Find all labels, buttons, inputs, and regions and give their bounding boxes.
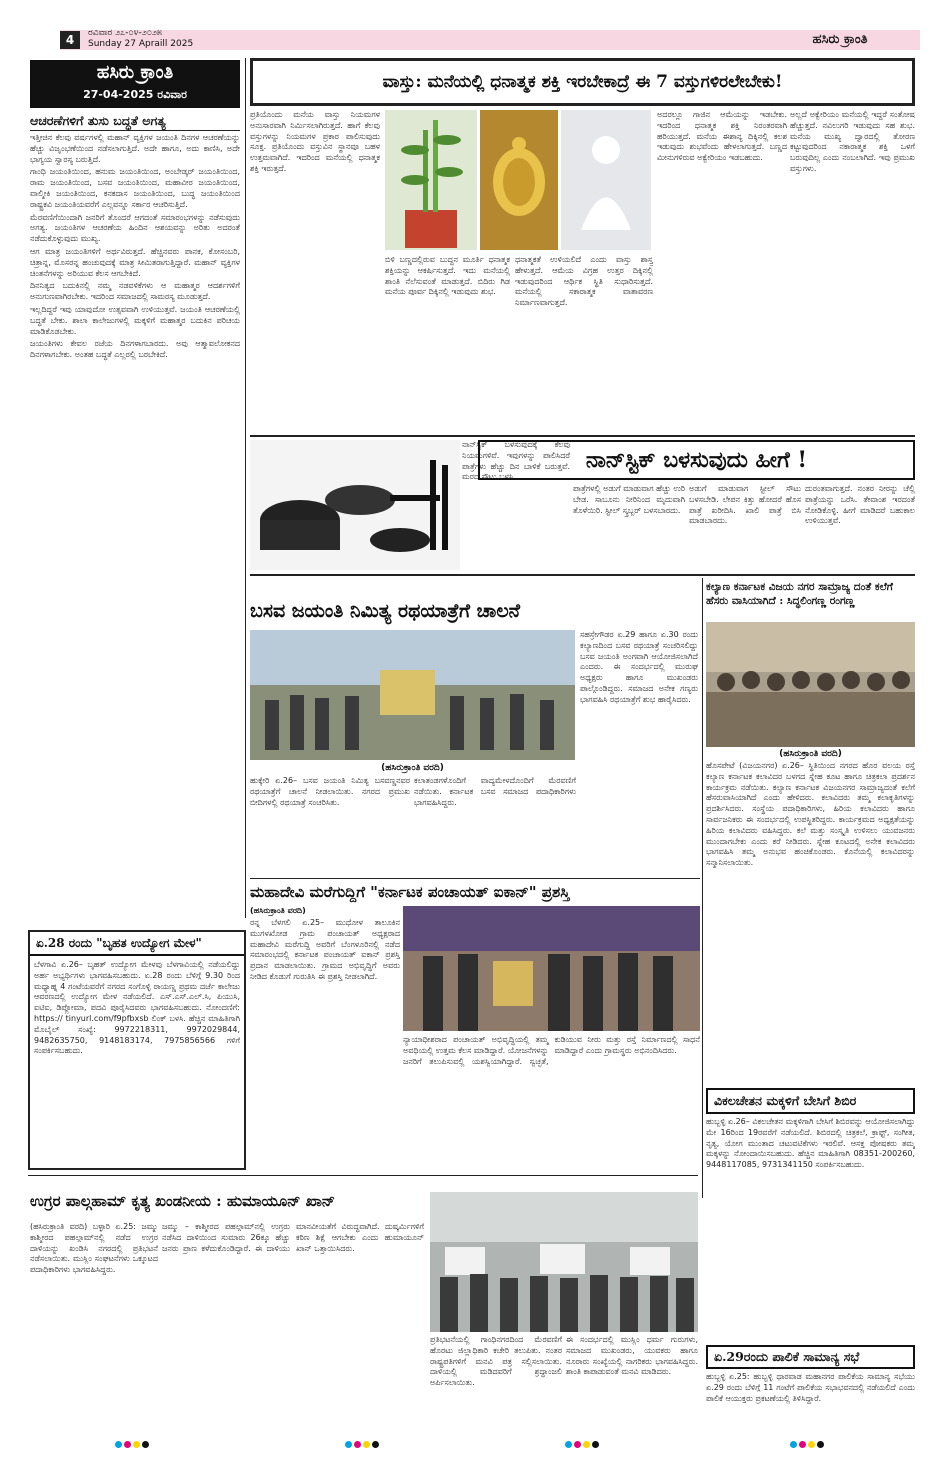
crowd-illustration	[250, 630, 575, 760]
section-divider	[250, 878, 700, 879]
page-number: 4	[60, 31, 80, 49]
basava-caption: (ಹಸಿರುಕ್ರಾಂತಿ ವರದಿ)	[381, 763, 444, 773]
header-date-en: Sunday 27 Apraill 2025	[88, 39, 194, 49]
group-illustration	[706, 622, 915, 747]
turtle-idol-image	[480, 110, 558, 250]
palike-title: ಏ.29ರಂದು ಪಾಲಿಕೆ ಸಾಮಾನ್ಯ ಸಭೆ	[706, 1345, 915, 1369]
kalyana-body: ಹೊಸಪೇಟೆ (ವಿಜಯನಗರ) ಏ.26– ಸ್ಥಿತಿಯಿಂದ ನಗರದ ಹೊರ ವಲಯ ರಸ್ತೆ ಕಲ್ಯಾಣ ಕರ್ನಾಟಕ ಕಲಾವಿದರ ಬಳಗದ ಸ್ನೇಹ ಕೂಟ ಹಾಗೂ ಚಿತ್ರಕಲಾ ಪ್ರದರ್ಶನ ಕಾರ್ಯಕ್ರಮ ನಡೆಯಿತು. ಕಲ್ಯಾಣ ಕರ್ನಾಟಕ ವಿಜಯನಗರ ಸಾಮ್ರಾಜ್ಯದಂತೆ ಕಲೆಗೆ ಹೆಸರುವಾಸಿಯಾಗಿದೆ ಎಂದು ಹೇಳಿದರು. ಕಲಾವಿದರು ತಮ್ಮ ಕಲಾಕೃತಿಗಳನ್ನು ಪ್ರದರ್ಶಿಸಿದರು. ಸಂಸ್ಥೆಯ ಪದಾಧಿಕಾರಿಗಳು, ಹಿರಿಯ ಕಲಾವಿದರು ಹಾಗೂ ಸಾರ್ವಜನಿಕರು ಈ ಸಂದರ್ಭದಲ್ಲಿ ಉಪಸ್ಥಿತರಿದ್ದರು. ಕಾರ್ಯಕ್ರಮದ ಅಧ್ಯಕ್ಷತೆಯನ್ನು ಹಿರಿಯ ಕಲಾವಿದರು ವಹಿಸಿದ್ದರು. ಕಲೆ ಮತ್ತು ಸಂಸ್ಕೃತಿ ಉಳಿಸಲು ಯುವಜನರು ಮುಂದಾಗಬೇಕು ಎಂದು ಕರೆ ನೀಡಿದರು. ಸ್ನೇಹ ಕೂಟದಲ್ಲಿ ಅನೇಕ ಕಲಾವಿದರು ಭಾಗವಹಿಸಿ ತಮ್ಮ ಅನುಭವ ಹಂಚಿಕೊಂಡರು. ಕೊನೆಯಲ್ಲಿ ಕಲಾವಿದರನ್ನು ಸನ್ಮಾನಿಸಲಾಯಿತು.	[706, 761, 915, 868]
editorial-body	[30, 133, 240, 918]
nonstick-cookware-image	[250, 440, 460, 570]
mahadevi-title: ಮಹಾದೇವಿ ಮರೆಗುದ್ದಿಗೆ "ಕರ್ನಾಟಕ ಪಂಚಾಯತ್ ಐಕಾನ್" ಪ್ರಶಸ್ತಿ	[250, 883, 570, 901]
ugra-col-4: ಈ ಸಂದರ್ಭದಲ್ಲಿ ಮುಸ್ಲಿಂ ಧರ್ಮ ಗುರುಗಳು, ಸಮಾಜದ ಮುಖಂಡರು, ಯುವಕರು ಹಾಗೂ ನೂರಾರು ಸಂಖ್ಯೆಯಲ್ಲಿ ನಾಗರಿಕರು ಭಾಗವಹಿಸಿದ್ದರು. ಶಾಂತಿ ಕಾಪಾಡುವಂತೆ ಮನವಿ ಮಾಡಿದರು.	[566, 1335, 698, 1377]
section-divider	[28, 1175, 698, 1176]
basava-side-text: ಸಹಸ್ರೇಗೌಡರ ಏ.29 ಹಾಗೂ ಏ.30 ರಂದು ಕಲ್ಯಾಣದಿಂದ ಬಸವ ರಥಯಾತ್ರೆ ಸಂಚರಿಸಲಿದ್ದು ಬಸವ ಜಯಂತಿ ಅಂಗವಾಗಿ ಆಯೋಜಿಸಲಾಗಿದೆ ಎಂದರು. ಈ ಸಂದರ್ಭದಲ್ಲಿ ಮುರುಘ ಅಧ್ಯಕ್ಷರು ಹಾಗೂ ಮುಖಂಡರು ಪಾಲ್ಗೊಂಡಿದ್ದರು. ಸಮಾಜದ ಅನೇಕ ಗಣ್ಯರು ಭಾಗವಹಿಸಿ ರಥಯಾತ್ರೆಗೆ ಶುಭ ಹಾರೈಸಿದರು.	[580, 630, 698, 704]
editorial-paragraph: ಇಲ್ಲದಿದ್ದರೆ ಇವು ಯಾವುದೋ ಉತ್ಸವವಾಗಿ ಉಳಿಯುತ್ತವೆ. ಜಯಂತಿ ಆಚರಣೆಯಲ್ಲಿ ಬದ್ಧತೆ ಬೇಕು. ಶಾಲಾ ಕಾಲೇಜುಗಳಲ್ಲಿ ಮಕ್ಕಳಿಗೆ ಮಹಾತ್ಮರ ಬದುಕಿನ ಪರಿಚಯ ಮಾಡಿಕೊಡಬೇಕು.	[30, 304, 240, 336]
shibira-title: ವಿಕಲಚೇತನ ಮಕ್ಕಳಿಗೆ ಬೇಸಿಗೆ ಶಿಬಿರ	[706, 1088, 915, 1114]
section-divider	[250, 435, 915, 437]
registration-dots	[565, 1441, 599, 1448]
turtle-illustration	[480, 110, 558, 250]
mahadevi-award-photo	[403, 906, 700, 1031]
kalyana-caption: (ಹಸಿರುಕ್ರಾಂತಿ ವರದಿ)	[779, 749, 842, 759]
editorial-paragraph: ಇತ್ತೀಚಿನ ಕೆಲವು ವರ್ಷಗಳಲ್ಲಿ ಮಹಾನ್ ವ್ಯಕ್ತಿಗಳ ಜಯಂತಿ ದಿನಗಳ ಆಚರಣೆಯನ್ನು ಹೆಚ್ಚು ವಿಜೃಂಭಣೆಯಿಂದ ನಡೆಸಲಾಗುತ್ತಿದೆ. ಅದೇ ಹಾಗೂ, ಅದು ಕಾಣಿಸಿ, ಅದೇ ಭಾಗ್ಯಯ ಸ್ವಾರಸ್ಯ ಬರುತ್ತಿದೆ.	[30, 133, 240, 164]
kalyana-photo	[706, 622, 915, 747]
header-paper-name: ಹಸಿರು ಕ್ರಾಂತಿ	[812, 32, 868, 47]
ugra-protest-photo	[430, 1192, 698, 1332]
vastu-col-1: ಪ್ರತಿಯೊಂದು ಮನೆಯ ವಾಸ್ತು ನಿಯಮಗಳ ಅನುಸಾರವಾಗಿ ನಿರ್ಮಿಸಲಾಗಿರುತ್ತದೆ. ಹಾಗೆ ಕೆಲವು ವಸ್ತುಗಳನ್ನು ನಿಯಮಗಳ ಪ್ರಕಾರ ಪಾಲಿಸುವುದು ಸೂಕ್ತ. ಪ್ರತಿಯೊಂದು ವಸ್ತುವಿನ ಸ್ಥಾನವೂ ಬಹಳ ಉತ್ತಮವಾಗಿದೆ. ಇದರಿಂದ ಮನೆಯಲ್ಲಿ ಧನಾತ್ಮಕ ಶಕ್ತಿ ಇರುತ್ತದೆ.	[250, 110, 380, 173]
nonstick-col-3: ಅಡುಗೆ ಮಾಡುವಾಗ ಸ್ಟೀಲ್ ಸೌಟು ಬಳಸಬೇಡಿ. ಲೇಪನ ಕಿತ್ತು ಹೋದರೆ ಹೊಸ ಪಾತ್ರೆ ಖರೀದಿಸಿ. ಖಾಲಿ ಪಾತ್ರೆ ಬಿಸಿ ಮಾಡಬಾರದು.	[689, 484, 801, 526]
cookware-illustration	[250, 440, 460, 570]
nonstick-col-4: ದುರಂತವಾಗುತ್ತದೆ. ನಂತರ ನೀರನ್ನು ಚೆಲ್ಲಿ ಪಾತ್ರೆಯನ್ನು ಒರೆಸಿ. ತೇವಾಂಶ ಇರದಂತೆ ನೋಡಿಕೊಳ್ಳಿ. ಹೀಗೆ ಮಾಡಿದರೆ ಬಹುಕಾಲ ಉಳಿಯುತ್ತವೆ.	[805, 484, 915, 526]
nonstick-col-1: ನಾನ್‌ಸ್ಟಿಕ್ ಬಳಸುವುದಕ್ಕೆ ಕೆಲವು ನಿಯಮಗಳಿವೆ. ಇವುಗಳನ್ನು ಪಾಲಿಸಿದರೆ ಪಾತ್ರೆಗಳು ಹೆಚ್ಚು ದಿನ ಬಾಳಿಕೆ ಬರುತ್ತವೆ. ಮರದ ಸೌಟು ಬಳಸಿ.	[462, 440, 570, 482]
mahadevi-col-1: ರನ್ನ ಬೆಳಗಲಿ ಏ.25– ಮುಧೋಳ ತಾಲೂಕಿನ ಮುಗಳಖೋಡ ಗ್ರಾಮ ಪಂಚಾಯತ್ ಅಧ್ಯಕ್ಷರಾದ ಮಹಾದೇವಿ ಮರೆಗುದ್ದಿ ಅವರಿಗೆ ಬೆಂಗಳೂರಿನಲ್ಲಿ ನಡೆದ ಸಮಾರಂಭದಲ್ಲಿ ಕರ್ನಾಟಕ ಪಂಚಾಯತ್ ಐಕಾನ್ ಪ್ರಶಸ್ತಿ ಪ್ರದಾನ ಮಾಡಲಾಯಿತು. ಗ್ರಾಮದ ಅಭಿವೃದ್ಧಿಗೆ ಅವರು ನೀಡಿದ ಕೊಡುಗೆ ಗುರುತಿಸಿ ಈ ಪ್ರಶಸ್ತಿ ನೀಡಲಾಗಿದೆ.	[250, 918, 400, 981]
editorial-title: ಆಚರಣೆಗಳಿಗೆ ತುಸು ಬದ್ಧತೆ ಅಗತ್ಯ	[30, 112, 240, 131]
registration-dots	[115, 1441, 149, 1448]
column-divider	[245, 58, 246, 918]
masthead	[30, 60, 240, 108]
column-divider	[702, 578, 703, 1198]
vastu-banner: ವಾಸ್ತು: ಮನೆಯಲ್ಲಿ ಧನಾತ್ಮಕ ಶಕ್ತಿ ಇರಬೇಕಾದ್ರೆ ಈ 7 ವಸ್ತುಗಳಿರಲೇಬೇಕು!	[250, 58, 915, 106]
bamboo-illustration	[385, 110, 477, 250]
section-divider	[250, 574, 915, 576]
editorial-paragraph: ಆಗ ಮಾತ್ರ ಜಯಂತಿಗಳಿಗೆ ಅರ್ಥವಿರುತ್ತದೆ. ಹೆಚ್ಚಿನವರು ಪಾನಕ, ಕೋಸಂಬರಿ, ಚಿತ್ರಾನ್ನ, ಮೊಸರನ್ನ ಹಂಚುವುದಕ್ಕೆ ಮಾತ್ರ ಸೀಮಿತರಾಗುತ್ತಿದ್ದಾರೆ. ಮಹಾನ್ ವ್ಯಕ್ತಿಗಳ ಚಿಂತನೆಗಳನ್ನು ಅರಿಯುವ ಕೆಲಸ ಆಗಬೇಕಿದೆ.	[30, 246, 240, 278]
udyoga-body: ಬೆಳಗಾವಿ ಏ.26– ಬೃಹತ್ ಉದ್ಯೋಗ ಮೇಳವು ಬೆಳಗಾವಿಯಲ್ಲಿ ನಡೆಯಲಿದ್ದು ಅರ್ಹ ಅಭ್ಯರ್ಥಿಗಳು ಭಾಗವಹಿಸಬಹುದು. ಏ.28 ರಂದು ಬೆಳಿಗ್ಗೆ 9.30 ರಿಂದ ಮಧ್ಯಾಹ್ನ 4 ಗಂಟೆಯವರೆಗೆ ನಗರದ ಸಂಗೊಳ್ಳಿ ರಾಯಣ್ಣ ಪ್ರಥಮ ದರ್ಜೆ ಕಾಲೇಜು ಆವರಣದಲ್ಲಿ ಉದ್ಯೋಗ ಮೇಳ ನಡೆಯಲಿದೆ. ಎಸ್.ಎಸ್.ಎಲ್.ಸಿ, ಪಿಯುಸಿ, ಐಟಿಐ, ಡಿಪ್ಲೋಮಾ, ಪದವಿ ಪೂರೈಸಿದವರು ಭಾಗವಹಿಸಬಹುದು. ನೋಂದಣಿಗೆ: https:// tinyurl.com/f9pfbxsb ಲಿಂಕ್ ಬಳಸಿ. ಹೆಚ್ಚಿನ ಮಾಹಿತಿಗಾಗಿ ಮೊಬೈಲ್ ಸಂಖ್ಯೆ: 9972218311, 9972029844, 9482635750, 9148183174, 7975856566 ಗಳಿಗೆ ಸಂಪರ್ಕಿಸಬಹುದು.	[34, 960, 240, 1056]
header-date-kn: ರವಿವಾರ ೨೭-೦೪-೨೦೨೫	[88, 28, 162, 38]
nonstick-banner: ನಾನ್‌ಸ್ಟಿಕ್ ಬಳಸುವುದು ಹೀಗೆ !	[478, 440, 915, 480]
protest-illustration	[430, 1192, 698, 1332]
masthead-date: 27-04-2025 ರವಿವಾರ	[83, 88, 187, 101]
basava-body-2: ಕಲಾತಂಡಗಳೊಂದಿಗೆ ವಾದ್ಯಮೇಳದೊಂದಿಗೆ ಮೆರವಣಿಗೆ ನಡೆಯಿತು. ಕರ್ನಾಟಕ ಬಸವ ಸಮಾಜದ ಪದಾಧಿಕಾರಿಗಳು ಭಾಗವಹಿಸಿದ್ದರು.	[414, 776, 576, 807]
vastu-col-4: ಅದರಲ್ಲೂ ಗಾಜಿನ ಆಮೆಯನ್ನು ಇಡಬೇಕು. ಇದರಿಂದ ಧನಾತ್ಮಕ ಶಕ್ತಿ ನಿರಂತರವಾಗಿ ಹರಿಯುತ್ತದೆ. ಮನೆಯ ಈಶಾನ್ಯ ದಿಕ್ಕಿನಲ್ಲಿ ಕಲಶ ಇಡುವುದು ಶುಭವೆಂದು ಹೇಳಲಾಗುತ್ತದೆ. ಬಣ್ಣದ ಮೀನುಗಳಿರುವ ಅಕ್ವೇರಿಯಂ ಇಡಬಹುದು.	[657, 110, 787, 163]
editorial-paragraph: ದಿನನಿತ್ಯದ ಬದುಕಿನಲ್ಲಿ ನಮ್ಮ ನಡವಳಿಕೆಗಳು ಆ ಮಹಾತ್ಮರ ಆದರ್ಶಗಳಿಗೆ ಅನುಗುಣವಾಗಿರಬೇಕು. ಇದರಿಂದ ಸಮಾಜದಲ್ಲಿ ಸಾಮರಸ್ಯ ಮೂಡುತ್ತದೆ.	[30, 281, 240, 302]
ugra-col-3: ಪ್ರತಿಭಟನೆಯಲ್ಲಿ ಗಾಂಧಿನಗರದಿಂದ ಮೆರವಣಿಗೆ ಹೊರಟು ಜಿಲ್ಲಾಧಿಕಾರಿ ಕಚೇರಿ ತಲುಪಿತು. ನಂತರ ರಾಷ್ಟ್ರಪತಿಗಳಿಗೆ ಮನವಿ ಪತ್ರ ಸಲ್ಲಿಸಲಾಯಿತು. ದಾಳಿಯಲ್ಲಿ ಮಡಿದವರಿಗೆ ಶ್ರದ್ಧಾಂಜಲಿ ಅರ್ಪಿಸಲಾಯಿತು.	[430, 1335, 562, 1388]
basava-photo	[250, 630, 575, 760]
shibira-body: ಹುಬ್ಬಳ್ಳಿ ಏ.26– ವಿಕಲಚೇತನ ಮಕ್ಕಳಿಗಾಗಿ ಬೇಸಿಗೆ ಶಿಬಿರವನ್ನು ಆಯೋಜಿಸಲಾಗಿದ್ದು ಮೇ 16ರಿಂದ 19ರವರೆಗೆ ನಡೆಯಲಿದೆ. ಶಿಬಿರದಲ್ಲಿ ಚಿತ್ರಕಲೆ, ಕ್ರಾಫ್ಟ್, ಸಂಗೀತ, ನೃತ್ಯ, ಯೋಗ ಮುಂತಾದ ಚಟುವಟಿಕೆಗಳು ಇರಲಿವೆ. ಆಸಕ್ತ ಪೋಷಕರು ತಮ್ಮ ಮಕ್ಕಳನ್ನು ನೋಂದಾಯಿಸಬಹುದು. ಹೆಚ್ಚಿನ ಮಾಹಿತಿಗಾಗಿ 08351-200260, 9448117085, 9731341150 ಸಂಪರ್ಕಿಸಬಹುದು.	[706, 1117, 915, 1170]
editorial-paragraph: ಮೆರವಣಿಗೆಯಿಂದಾಗಿ ಜನರಿಗೆ ತೊಂದರೆ ಆಗದಂತೆ ಸಮಾರಂಭಗಳನ್ನು ನಡೆಸುವುದು ಅಗತ್ಯ. ಜಯಂತಿಗಳ ಆಚರಣೆಯ ಹಿಂದಿನ ಆಶಯವನ್ನು ಅರಿತು ಅದರಂತೆ ನಡೆದುಕೊಳ್ಳುವುದು ಮುಖ್ಯ.	[30, 212, 240, 244]
award-illustration	[403, 906, 700, 1031]
buddha-illustration	[561, 110, 651, 250]
mahadevi-caption: (ಹಸಿರುಕ್ರಾಂತಿ ವರದಿ)	[250, 906, 306, 915]
palike-body: ಹುಬ್ಬಳ್ಳಿ ಏ.25: ಹುಬ್ಬಳ್ಳಿ ಧಾರವಾಡ ಮಹಾನಗರ ಪಾಲಿಕೆಯ ಸಾಮಾನ್ಯ ಸಭೆಯು ಏ.29 ರಂದು ಬೆಳಿಗ್ಗೆ 11 ಗಂಟೆಗೆ ಪಾಲಿಕೆಯ ಸಭಾಭವನದಲ್ಲಿ ನಡೆಯಲಿದೆ ಎಂದು ಪಾಲಿಕೆ ಆಯುಕ್ತರು ಪ್ರಕಟಣೆಯಲ್ಲಿ ತಿಳಿಸಿದ್ದಾರೆ.	[706, 1372, 915, 1403]
ugra-col-2: ಜಮ್ಮು – ಕಾಶ್ಮೀರದ ಪಹಲ್ಗಾಮ್‌ನಲ್ಲಿ ಉಗ್ರರು ನಡೆಸಿದ ದಾಳಿಯಿಂದ ಸುಮಾರು 26ಕ್ಕೂ ಹೆಚ್ಚು ಜನರು ಪ್ರಾಣ ಕಳೆದುಕೊಂಡಿದ್ದಾರೆ. ಈ ದಾಳಿಯು ಮಾನವೀಯತೆಗೆ ವಿರುದ್ಧವಾಗಿದೆ. ದುಷ್ಕರ್ಮಿಗಳಿಗೆ ಕಠಿಣ ಶಿಕ್ಷೆ ಆಗಬೇಕು ಎಂದು ಹುಮಾಯೂನ್ ಖಾನ್ ಒತ್ತಾಯಿಸಿದರು.	[162, 1222, 424, 1253]
editorial-paragraph: ಜಯಂತಿಗಳು ಕೇವಲ ರಜೆಯ ದಿನಗಳಾಗಬಾರದು. ಅವು ಆತ್ಮಾವಲೋಕನದ ದಿನಗಳಾಗಬೇಕು. ಅಂತಹ ಬದ್ಧತೆ ಎಲ್ಲರಲ್ಲಿ ಬರಬೇಕಿದೆ.	[30, 339, 240, 360]
ugra-title: ಉಗ್ರರ ಪಾಲ್ಗಹಾಮ್ ಕೃತ್ಯ ಖಂಡನೀಯ : ಹುಮಾಯೂನ್ ಖಾನ್	[30, 1192, 336, 1210]
masthead-title: ಹಸಿರು ಕ್ರಾಂತಿ	[96, 62, 174, 83]
header-date	[88, 28, 193, 50]
nonstick-col-2: ಪಾತ್ರೆಗಳಲ್ಲಿ ಅಡುಗೆ ಮಾಡುವಾಗ ಹೆಚ್ಚು ಉರಿ ಬೇಡ. ಸಾಬೂನು ನೀರಿನಿಂದ ಮೃದುವಾಗಿ ತೊಳೆಯಿರಿ. ಸ್ಟೀಲ್ ಸ್ಕ್ರಬ್ಬರ್ ಬಳಸಬಾರದು.	[573, 484, 685, 515]
kalyana-title: ಕಲ್ಯಾಣ ಕರ್ನಾಟಕ ವಿಜಯ ನಗರ ಸಾಮ್ರಾಜ್ಯ ದಂತೆ ಕಲೆಗೆ ಹೆಸರು ವಾಸಿಯಾಗಿದೆ : ಸಿದ್ಧಲಿಂಗಣ್ಣ ರಂಗಣ್ಣ	[706, 581, 893, 607]
page-header	[0, 0, 945, 50]
editorial-paragraph: ಗಾಂಧಿ ಜಯಂತಿಯಿಂದ, ಹನುಮ ಜಯಂತಿಯಿಂದ, ಅಂಬೇಡ್ಕರ್ ಜಯಂತಿಯಿಂದ, ರಾಮ ಜಯಂತಿಯಿಂದ, ಬಸವ ಜಯಂತಿಯಿಂದ, ಮಹಾವೀರ ಜಯಂತಿಯಿಂದ, ವಾಲ್ಮೀಕಿ ಜಯಂತಿಯಿಂದ, ಕನಕದಾಸ ಜಯಂತಿಯಿಂದ, ಬುದ್ಧ ಜಯಂತಿಯಿಂದ ರಾಷ್ಟ್ರಕವಿ ಜಯಂತಿಯವರೆಗೆ ಎಲ್ಲವನ್ನೂ ಸರ್ಕಾರ ಆಚರಿಸುತ್ತಿದೆ.	[30, 167, 240, 209]
vastu-col-5: ಅಲ್ಲದೆ ಅಕ್ವೇರಿಯಂ ಮನೆಯಲ್ಲಿ ಇದ್ದರೆ ಸಂತೋಷ ಹೆಚ್ಚುತ್ತದೆ. ನವಿಲುಗರಿ ಇಡುವುದು ಸಹ ಶುಭ. ಮನೆಯ ಮುಖ್ಯ ದ್ವಾರದಲ್ಲಿ ತೋರಣ ಕಟ್ಟುವುದರಿಂದ ನಕಾರಾತ್ಮಕ ಶಕ್ತಿ ಒಳಗೆ ಬರುವುದಿಲ್ಲ ಎಂದು ನಂಬಲಾಗಿದೆ. ಇವು ಪ್ರಮುಖ ವಸ್ತುಗಳು.	[790, 110, 915, 173]
bamboo-plant-image	[385, 110, 477, 250]
vastu-col-3: ಧನಾತ್ಮಕತೆ ಉಳಿಯಲಿದೆ ಎಂದು ವಾಸ್ತು ಶಾಸ್ತ್ರ ಹೇಳುತ್ತದೆ. ಆಮೆಯ ವಿಗ್ರಹ ಉತ್ತರ ದಿಕ್ಕಿನಲ್ಲಿ ಇಡುವುದರಿಂದ ಆರ್ಥಿಕ ಸ್ಥಿತಿ ಸುಧಾರಿಸುತ್ತದೆ. ಮನೆಯಲ್ಲಿ ಸಕಾರಾತ್ಮಕ ವಾತಾವರಣ ನಿರ್ಮಾಣವಾಗುತ್ತದೆ.	[515, 255, 653, 308]
registration-dots	[790, 1441, 824, 1448]
basava-body-1: ಹುಕ್ಕೇರಿ ಏ.26– ಬಸವ ಜಯಂತಿ ನಿಮಿತ್ಯ ಬಸವಣ್ಣನವರ ರಥಯಾತ್ರೆಗೆ ಚಾಲನೆ ನೀಡಲಾಯಿತು. ನಗರದ ಪ್ರಮುಖ ಬೀದಿಗಳಲ್ಲಿ ರಥಯಾತ್ರೆ ಸಂಚರಿಸಿತು.	[250, 776, 410, 807]
buddha-statue-image	[561, 110, 651, 250]
basava-title: ಬಸವ ಜಯಂತಿ ನಿಮಿತ್ಯ ರಥಯಾತ್ರೆಗೆ ಚಾಲನೆ	[250, 600, 521, 622]
ugra-col-1: (ಹಸಿರುಕ್ರಾಂತಿ ವರದಿ) ಬಳ್ಳಾರಿ ಏ.25: ಜಮ್ಮು ಕಾಶ್ಮೀರದ ಪಹಲ್ಗಾಮ್‌ನಲ್ಲಿ ನಡೆದ ಉಗ್ರರ ದಾಳಿಯನ್ನು ಖಂಡಿಸಿ ನಗರದಲ್ಲಿ ಪ್ರತಿಭಟನೆ ನಡೆಸಲಾಯಿತು. ಮುಸ್ಲಿಂ ಸಂಘಟನೆಗಳು ಒಕ್ಕೂಟದ ಪದಾಧಿಕಾರಿಗಳು ಭಾಗವಹಿಸಿದ್ದರು.	[30, 1222, 158, 1275]
vastu-col-2: ಬಿಳಿ ಬಣ್ಣದಲ್ಲಿರುವ ಬುದ್ಧನ ಮೂರ್ತಿ ಧನಾತ್ಮಕ ಶಕ್ತಿಯನ್ನು ಆಕರ್ಷಿಸುತ್ತದೆ. ಇದು ಮನೆಯಲ್ಲಿ ಶಾಂತಿ ನೆಲೆಸುವಂತೆ ಮಾಡುತ್ತದೆ. ಬಿದಿರು ಗಿಡ ಮನೆಯ ಪೂರ್ವ ದಿಕ್ಕಿನಲ್ಲಿ ಇಡುವುದು ಶುಭ.	[385, 255, 510, 297]
mahadevi-col-2: ನ್ಯಾಯಾಧೀಶರಾದ ಪಂಚಾಯತ್ ಅಭಿವೃದ್ಧಿಯಲ್ಲಿ ತಮ್ಮ ಅವಧಿಯಲ್ಲಿ ಉತ್ತಮ ಕೆಲಸ ಮಾಡಿದ್ದಾರೆ. ಯೋಜನೆಗಳನ್ನು ಜನರಿಗೆ ತಲುಪಿಸುವಲ್ಲಿ ಯಶಸ್ವಿಯಾಗಿದ್ದಾರೆ. ಸ್ವಚ್ಛತೆ, ಕುಡಿಯುವ ನೀರು ಮತ್ತು ರಸ್ತೆ ನಿರ್ಮಾಣದಲ್ಲಿ ಸಾಧನೆ ಮಾಡಿದ್ದಾರೆ ಎಂದು ಗ್ರಾಮಸ್ಥರು ಅಭಿನಂದಿಸಿದರು.	[403, 1035, 700, 1066]
registration-dots	[345, 1441, 379, 1448]
udyoga-title: ಏ.28 ರಂದು "ಬೃಹತ ಉದ್ಯೋಗ ಮೇಳ"	[30, 932, 244, 956]
